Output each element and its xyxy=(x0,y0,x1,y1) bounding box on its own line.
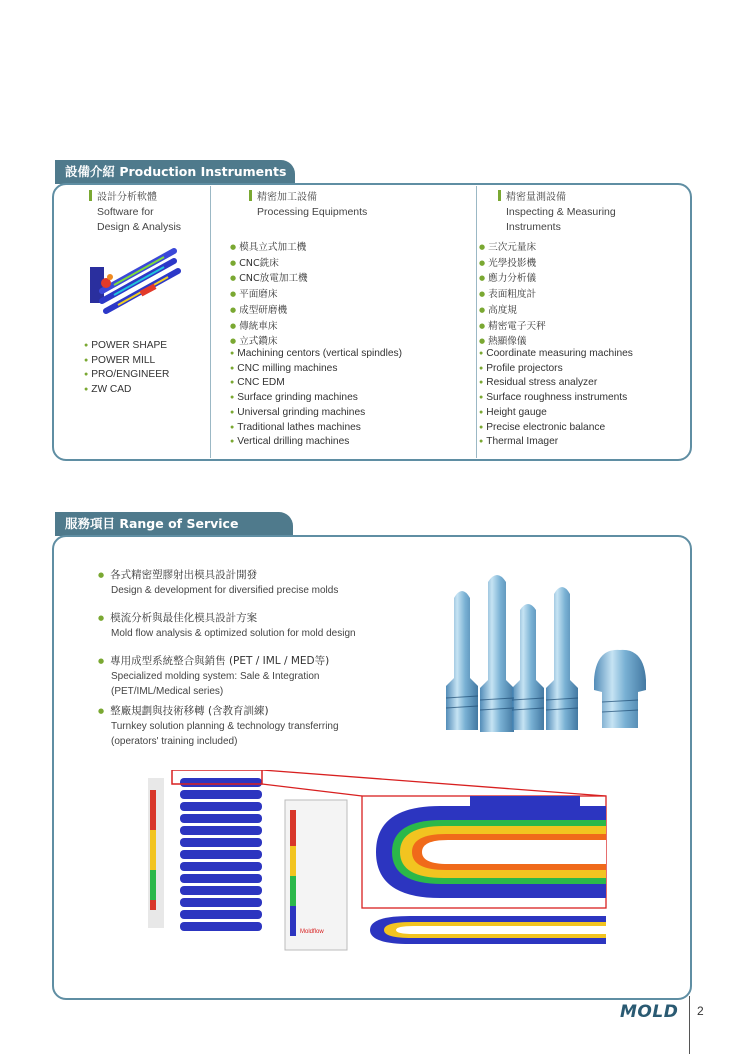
measuring-list-en xyxy=(479,347,633,450)
list-item: ● CNC milling machines xyxy=(230,362,402,377)
page-number: 2 xyxy=(697,1004,704,1018)
service-item: ● 各式精密塑膠射出模具設計開發 Design & development for diversified precise molds xyxy=(98,568,398,598)
list-item: ● 應力分析儀 xyxy=(479,271,546,287)
list-item: ● CNC放電加工機 xyxy=(230,271,308,287)
list-item: ● Universal grinding machines xyxy=(230,406,402,421)
list-item: ● 高度規 xyxy=(479,303,546,319)
list-item: ● Precise electronic balance xyxy=(479,421,633,436)
list-item: ● 光學投影機 xyxy=(479,256,546,272)
measuring-list-zh xyxy=(479,240,546,350)
processing-column-header: 精密加工設備 Processing Equipments xyxy=(249,190,367,220)
instruments-header: 設備介紹 Production Instruments xyxy=(55,160,295,184)
software-column-header: 設計分析軟體 Software for Design & Analysis xyxy=(89,190,181,235)
list-item: ● Surface grinding machines xyxy=(230,391,402,406)
list-item: ● 傳統車床 xyxy=(230,319,308,335)
list-item: ● PRO/ENGINEER xyxy=(84,368,169,383)
list-item: ● 三次元量床 xyxy=(479,240,546,256)
column-divider xyxy=(210,186,211,458)
list-item: ● 精密電子天秤 xyxy=(479,319,546,335)
moldflow-label: Moldflow xyxy=(300,929,324,935)
processing-list-en xyxy=(230,347,402,450)
list-item: ● Surface roughness instruments xyxy=(479,391,633,406)
service-item: ● 整廠規劃與技術移轉 (含教育訓練) Turnkey solution planning & technology transferring (operators' training included) xyxy=(98,704,398,749)
list-item: ● 表面粗度計 xyxy=(479,287,546,303)
mold-simulation-image xyxy=(84,239,188,321)
list-item: ● POWER MILL xyxy=(84,354,169,369)
list-item: ● Vertical drilling machines xyxy=(230,435,402,450)
list-item: ● Thermal Imager xyxy=(479,435,633,450)
measuring-column-header: 精密量測設備 Inspecting & Measuring Instruments xyxy=(498,190,616,235)
service-item: ● 專用成型系統整合與銷售 (PET / IML / MED等) Specialized molding system: Sale & Integration (PET/IML/Medical series) xyxy=(98,654,398,699)
pet-preforms-image xyxy=(432,570,654,738)
list-item: ● 熱顯像儀 xyxy=(479,334,546,350)
list-item: ● Machining centors (vertical spindles) xyxy=(230,347,402,362)
moldflow-analysis-image xyxy=(140,770,610,960)
service-header: 服務項目 Range of Service xyxy=(55,512,293,536)
list-item: ● 模具立式加工機 xyxy=(230,240,308,256)
processing-list-zh xyxy=(230,240,308,350)
list-item: ● POWER SHAPE xyxy=(84,339,169,354)
list-item: ● Residual stress analyzer xyxy=(479,376,633,391)
list-item: ● CNC EDM xyxy=(230,376,402,391)
service-item: ● 模流分析與最佳化模具設計方案 Mold flow analysis & optimized solution for mold design xyxy=(98,611,398,641)
list-item: ● Height gauge xyxy=(479,406,633,421)
footer-divider xyxy=(689,996,690,1054)
list-item: ● 平面磨床 xyxy=(230,287,308,303)
list-item: ● Profile projectors xyxy=(479,362,633,377)
column-divider xyxy=(476,186,477,458)
list-item: ● 立式鑽床 xyxy=(230,334,308,350)
software-list xyxy=(84,339,169,398)
list-item: ● 成型研磨機 xyxy=(230,303,308,319)
list-item: ● ZW CAD xyxy=(84,383,169,398)
list-item: ● Coordinate measuring machines xyxy=(479,347,633,362)
mold-logo: MOLD xyxy=(620,1002,679,1022)
list-item: ● Traditional lathes machines xyxy=(230,421,402,436)
list-item: ● CNC銑床 xyxy=(230,256,308,272)
